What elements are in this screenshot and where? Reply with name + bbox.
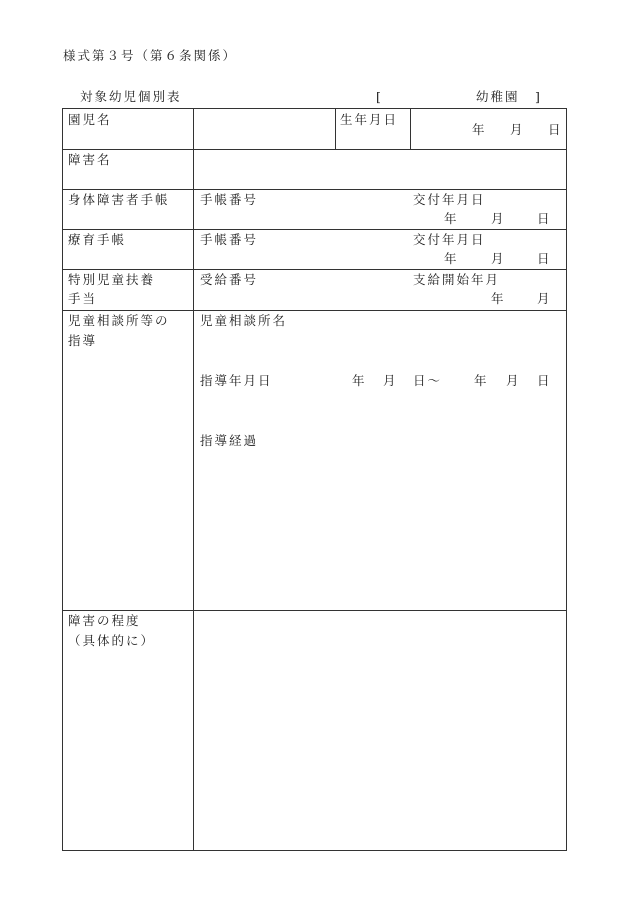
physical-handbook-year-unit: 年: [444, 211, 459, 226]
allowance-month-unit: 月: [537, 291, 552, 306]
bracket-close: ]: [535, 89, 542, 104]
rehab-handbook-number-label: 手帳番号: [200, 232, 259, 247]
rehab-handbook-label: 療育手帳: [68, 232, 127, 247]
physical-handbook-date-label: 交付年月日: [413, 192, 486, 207]
row-divider: [63, 610, 566, 611]
rehab-handbook-year-unit: 年: [444, 251, 459, 266]
child-name-field[interactable]: [194, 111, 334, 148]
birth-month-unit: 月: [510, 122, 525, 137]
child-name-label: 園児名: [68, 112, 112, 127]
disability-name-label: 障害名: [68, 152, 112, 167]
rehab-handbook-day-unit: 日: [537, 251, 552, 266]
physical-handbook-day-unit: 日: [537, 211, 552, 226]
guidance-progress-label: 指導経過: [200, 433, 259, 448]
allowance-start-label: 支給開始年月: [413, 272, 501, 287]
guidance-office-label: 児童相談所名: [200, 313, 288, 328]
guidance-from-year-unit: 年: [352, 373, 367, 388]
kindergarten-label: 幼稚園: [476, 89, 520, 104]
table-title: 対象幼児個別表: [80, 89, 182, 104]
row-divider: [63, 229, 566, 230]
individual-record-table: [62, 108, 567, 851]
physical-handbook-number-label: 手帳番号: [200, 192, 259, 207]
column-divider: [410, 109, 411, 149]
physical-handbook-label: 身体障害者手帳: [68, 192, 170, 207]
severity-label-line1: 障害の程度: [68, 613, 141, 628]
allowance-year-unit: 年: [491, 291, 506, 306]
child-allowance-label-line1: 特別児童扶養: [68, 272, 156, 287]
disability-name-field[interactable]: [194, 151, 564, 188]
guidance-to-month-unit: 月: [506, 373, 521, 388]
birth-date-label: 生年月日: [340, 112, 399, 127]
child-allowance-label-line2: 手当: [68, 291, 98, 306]
birth-year-unit: 年: [472, 122, 487, 137]
column-divider: [335, 109, 336, 149]
guidance-date-label: 指導年月日: [200, 373, 273, 388]
guidance-to-day-unit: 日: [537, 373, 552, 388]
rehab-handbook-date-label: 交付年月日: [413, 232, 486, 247]
row-divider: [63, 269, 566, 270]
allowance-number-label: 受給番号: [200, 272, 259, 287]
rehab-handbook-month-unit: 月: [491, 251, 506, 266]
row-divider: [63, 189, 566, 190]
guidance-to-year-unit: 年: [474, 373, 489, 388]
row-divider: [63, 310, 566, 311]
guidance-from-month-unit: 月: [383, 373, 398, 388]
row-divider: [63, 149, 566, 150]
severity-field[interactable]: [194, 612, 564, 848]
physical-handbook-month-unit: 月: [491, 211, 506, 226]
guidance-label-line1: 児童相談所等の: [68, 313, 170, 328]
bracket-open: [: [376, 89, 383, 104]
severity-label-line2: （具体的に）: [68, 633, 156, 648]
birth-day-unit: 日: [548, 122, 563, 137]
guidance-label-line2: 指導: [68, 333, 98, 348]
guidance-from-day-unit: 日～: [413, 373, 443, 388]
form-number: 様式第３号（第６条関係）: [63, 48, 238, 63]
